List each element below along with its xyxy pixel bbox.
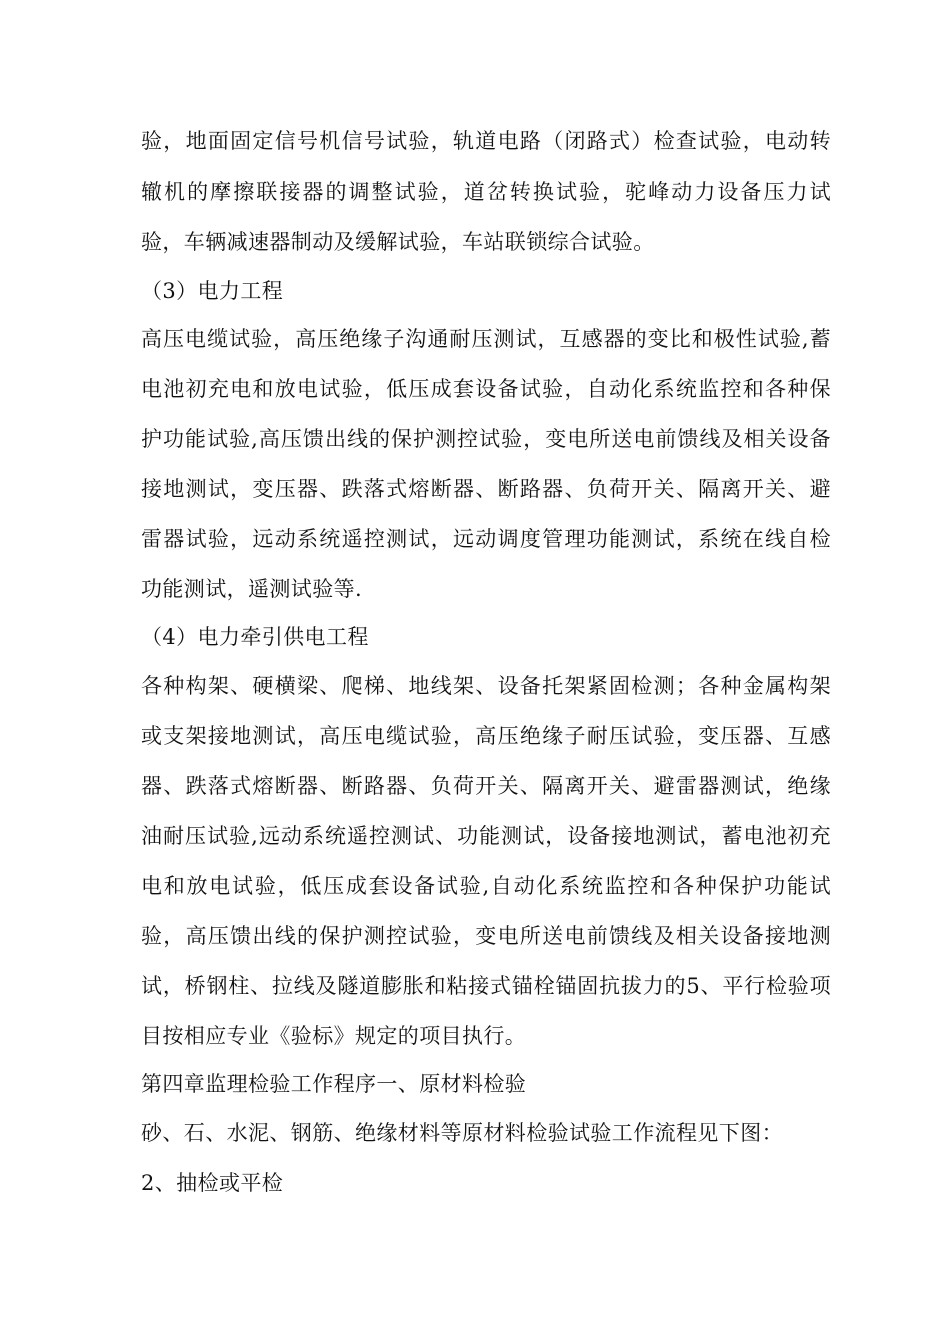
paragraph-line: 雷器试验，远动系统遥控测试，远动调度管理功能测试，系统在线自检 [141, 527, 831, 551]
section-heading: （4）电力牵引供电工程 [141, 625, 369, 649]
paragraph-line: 目按相应专业《验标》规定的项目执行。 [141, 1024, 527, 1048]
paragraph-line: 验，车辆减速器制动及缓解试验，车站联锁综合试验。 [141, 230, 655, 254]
paragraph-line: 试，桥钢柱、拉线及隧道膨胀和粘接式锚栓锚固抗拔力的5、平行检验项 [141, 974, 831, 998]
paragraph-line: 验，高压馈出线的保护测控试验，变电所送电前馈线及相关设备接地测 [141, 924, 831, 948]
subsection-heading: 2、抽检或平检 [141, 1171, 284, 1195]
paragraph-line: 电和放电试验，低压成套设备试验,自动化系统监控和各种保护功能试 [141, 874, 831, 898]
paragraph-line: 油耐压试验,远动系统遥控测试、功能测试，设备接地测试，蓄电池初充 [141, 824, 831, 848]
paragraph-line: 砂、石、水泥、钢筋、绝缘材料等原材料检验试验工作流程见下图： [141, 1121, 783, 1145]
paragraph-line: 功能测试，遥测试验等. [141, 577, 363, 601]
paragraph-line: 护功能试验,高压馈出线的保护测控试验，变电所送电前馈线及相关设备 [141, 427, 831, 451]
paragraph-line: 接地测试，变压器、跌落式熔断器、断路器、负荷开关、隔离开关、避 [141, 477, 831, 501]
paragraph-line: 或支架接地测试，高压电缆试验，高压绝缘子耐压试验，变压器、互感 [141, 724, 831, 748]
chapter-heading: 第四章监理检验工作程序一、原材料检验 [141, 1072, 527, 1096]
paragraph-line: 辙机的摩擦联接器的调整试验，道岔转换试验，驼峰动力设备压力试 [141, 180, 831, 204]
paragraph-line: 高压电缆试验，高压绝缘子沟通耐压测试，互感器的变比和极性试验,蓄 [141, 327, 831, 351]
section-heading: （3）电力工程 [141, 279, 284, 303]
paragraph-line: 器、跌落式熔断器、断路器、负荷开关、隔离开关、避雷器测试，绝缘 [141, 774, 831, 798]
paragraph-line: 电池初充电和放电试验，低压成套设备试验，自动化系统监控和各种保 [141, 377, 831, 401]
paragraph-line: 各种构架、硬横梁、爬梯、地线架、设备托架紧固检测；各种金属构架 [141, 674, 831, 698]
paragraph-line: 验，地面固定信号机信号试验，轨道电路（闭路式）检查试验，电动转 [141, 129, 831, 153]
